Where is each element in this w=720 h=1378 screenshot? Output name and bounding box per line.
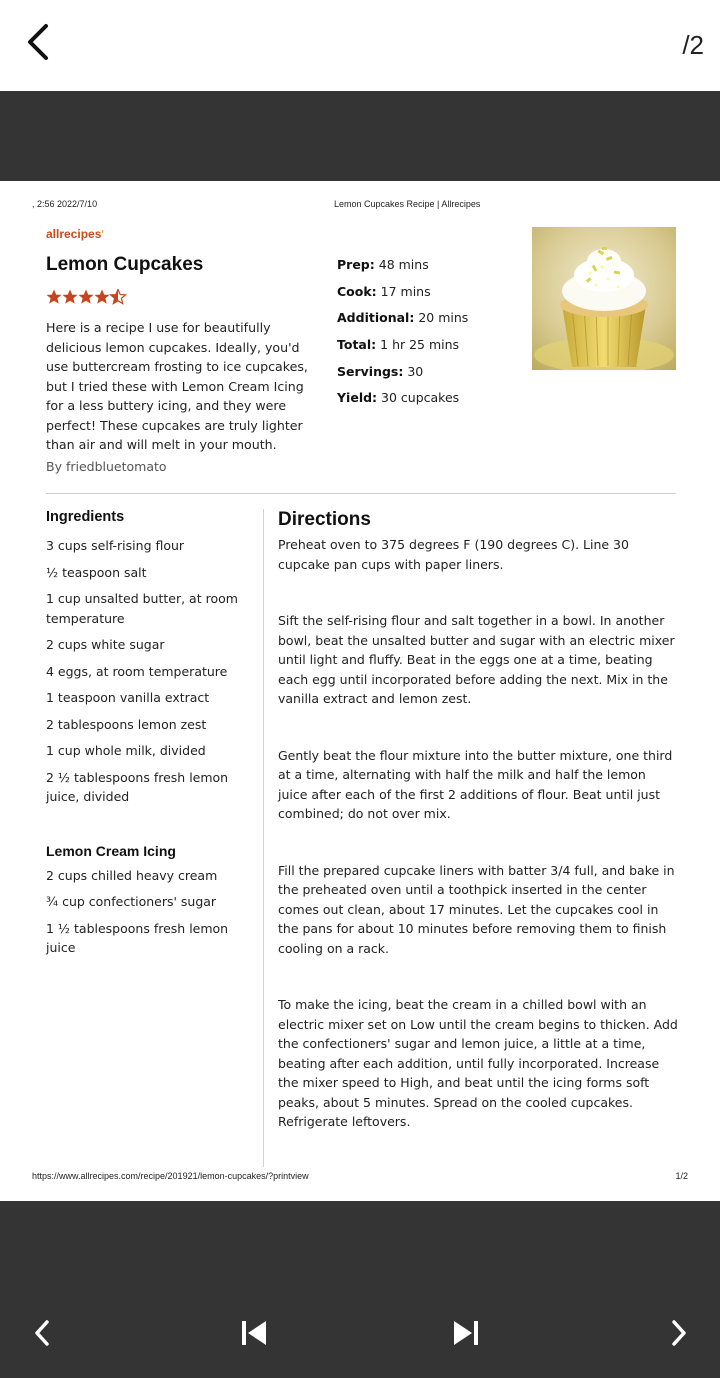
time-label: Additional: xyxy=(337,310,415,326)
document-page xyxy=(0,181,720,1201)
time-value: 48 mins xyxy=(378,257,429,272)
ingredients-heading: Ingredients xyxy=(46,509,125,525)
cupcake-photo xyxy=(532,227,676,370)
bottom-nav-bar xyxy=(0,1201,720,1378)
skip-last-icon xyxy=(451,1318,481,1348)
direction-step: Sift the self-rising flour and salt together in a bowl. In another bowl, beat the unsalted butter and sugar with an electric mixer until light and fluffy. Beat in the eggs one at a time, beating each egg until incorporated before adding the next. Mix in the vanilla extract and lemon zest. xyxy=(278,613,675,706)
icing-ingredient-item: ¾ cup confectioners' sugar xyxy=(46,894,217,909)
time-label: Cook: xyxy=(337,283,377,299)
time-row-prep xyxy=(337,257,468,284)
ingredient-item: 1 teaspoon vanilla extract xyxy=(46,690,210,705)
ingredient-item: ½ teaspoon salt xyxy=(46,564,147,580)
section-divider xyxy=(46,493,676,494)
direction-step: To make the icing, beat the cream in a chilled bowl with an electric mixer set on Low until the cream begins to thicken. Add the confectioners' sugar and lemon juice, a little at a time, beating after each addition, until fully incorporated. Increase the mixer speed to High, and beat until the icing forms soft peaks, about 5 minutes. Spread on the cooled cupcakes. Refrigerate leftovers. xyxy=(278,997,678,1129)
direction-step: Fill the prepared cupcake liners with batter 3/4 full, and bake in the preheated oven until a toothpick inserted in the center comes out clean, about 17 minutes. Let the cupcakes cool in the pans for about 10 minutes before removing them to finish cooling on a rack. xyxy=(278,862,675,956)
ingredient-item: 3 cups self-rising flour xyxy=(46,538,185,553)
time-row-servings xyxy=(337,364,468,391)
brand-logo xyxy=(46,227,104,241)
icing-ingredient-item: 2 cups chilled heavy cream xyxy=(46,867,218,883)
print-footer-url: https://www.allrecipes.com/recipe/201921/lemon-cupcakes/?printview xyxy=(32,1171,309,1181)
recipe-title: Lemon Cupcakes xyxy=(46,254,204,275)
time-row-additional xyxy=(337,310,468,337)
direction-step: Preheat oven to 375 degrees F (190 degrees C). Line 30 cupcake pan cups with paper liners. xyxy=(278,537,629,572)
time-label: Total: xyxy=(337,337,377,353)
ingredients-column xyxy=(46,509,246,958)
ingredient-item: 1 cup whole milk, divided xyxy=(46,743,206,758)
column-divider xyxy=(263,509,264,1167)
print-timestamp xyxy=(32,199,97,209)
chevron-left-icon xyxy=(28,1318,58,1348)
time-row-yield xyxy=(337,390,468,417)
recipe-times xyxy=(337,257,468,417)
time-value: 20 mins xyxy=(418,310,469,326)
back-button[interactable] xyxy=(22,22,58,62)
time-label: Servings: xyxy=(337,363,404,379)
print-mark: , xyxy=(32,199,38,209)
time-label: Prep: xyxy=(337,257,375,272)
rating-stars xyxy=(46,289,132,309)
time-value: 30 xyxy=(407,363,424,379)
directions-column xyxy=(278,509,678,1132)
direction-step: Gently beat the flour mixture into the butter mixture, one third at a time, alternating with half the milk and half the lemon juice after each of the first 2 additions of flour. Beat until just combined; do not over mix. xyxy=(278,747,673,821)
time-label: Yield: xyxy=(337,390,378,406)
print-timestamp-text: 2:56 2022/7/10 xyxy=(37,199,98,209)
flame-icon: ʹ xyxy=(101,229,104,241)
first-page-button[interactable] xyxy=(239,1318,269,1348)
recipe-author: By friedbluetomato xyxy=(46,459,167,474)
chevron-right-icon xyxy=(663,1318,693,1348)
previous-page-button[interactable] xyxy=(28,1318,58,1348)
viewer-top-band xyxy=(0,91,720,181)
ingredient-item: 2 tablespoons lemon zest xyxy=(46,716,207,732)
brand-logo-text: allrecipes xyxy=(46,227,102,241)
ingredient-item: 2 cups white sugar xyxy=(46,637,165,652)
top-app-bar xyxy=(0,0,720,91)
time-value: 17 mins xyxy=(380,283,431,299)
time-value: 30 cupcakes xyxy=(381,390,460,406)
ingredient-item: 2 ½ tablespoons fresh lemon juice, divided xyxy=(46,769,229,804)
skip-first-icon xyxy=(239,1318,269,1348)
next-page-button[interactable] xyxy=(663,1318,693,1348)
print-footer-page: 1/2 xyxy=(675,1171,688,1181)
last-page-button[interactable] xyxy=(451,1318,481,1348)
time-value: 1 hr 25 mins xyxy=(380,337,460,353)
ingredient-item: 4 eggs, at room temperature xyxy=(46,663,228,679)
directions-heading: Directions xyxy=(278,509,371,530)
chevron-left-icon xyxy=(22,22,58,62)
recipe-photo xyxy=(532,227,676,370)
time-row-cook xyxy=(337,284,468,311)
page-indicator: /2 xyxy=(682,30,704,60)
time-row-total xyxy=(337,337,468,364)
recipe-description: Here is a recipe I use for beautifully delicious lemon cupcakes. Ideally, you'd use buttercream frosting to ice cupcakes, but I tried these with Lemon Cream Icing for a less buttery icing, and they were perfect! These cupcakes are truly lighter than air and will melt in your mouth. xyxy=(46,320,308,452)
print-page-title: Lemon Cupcakes Recipe | Allrecipes xyxy=(334,199,481,209)
icing-ingredient-item: 1 ½ tablespoons fresh lemon juice xyxy=(46,920,229,955)
star-rating-icon xyxy=(46,289,132,305)
icing-heading: Lemon Cream Icing xyxy=(46,842,176,859)
ingredient-item: 1 cup unsalted butter, at room temperature xyxy=(46,591,238,626)
